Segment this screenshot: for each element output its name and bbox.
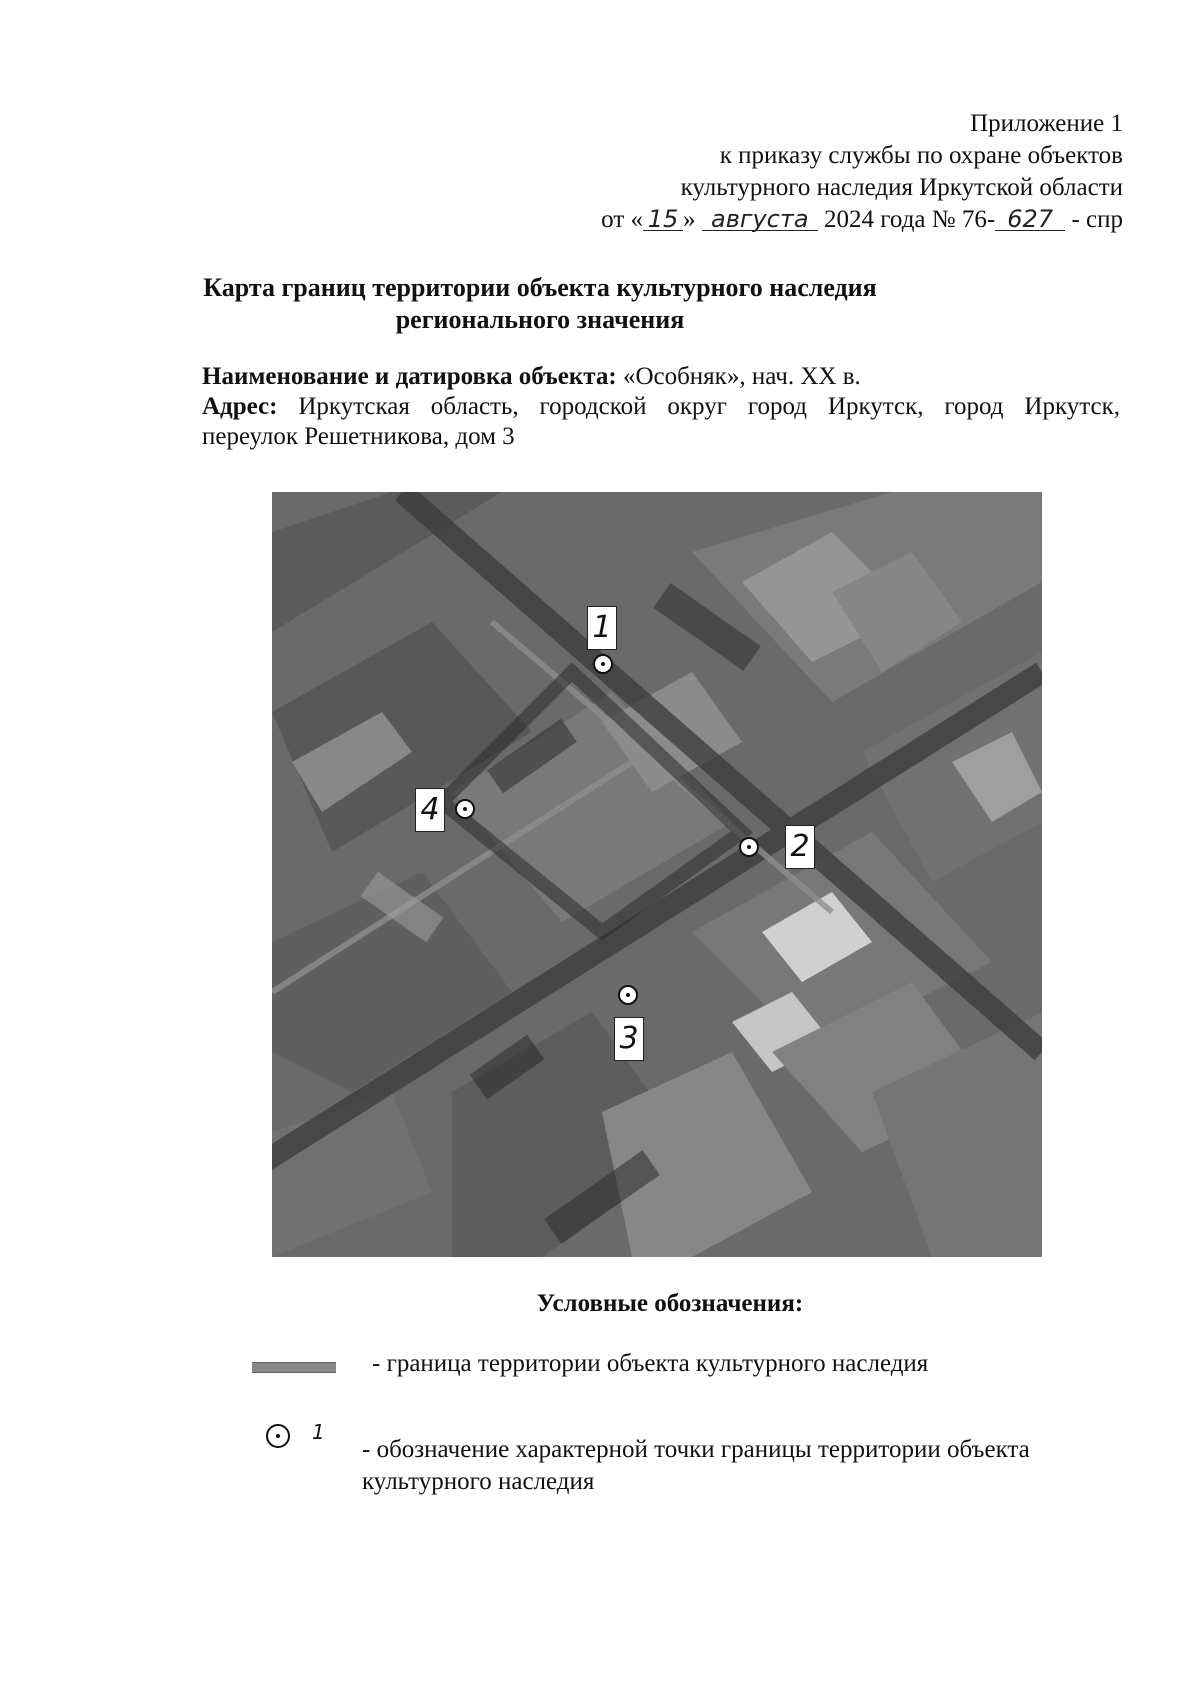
boundary-line-legend-icon [252,1362,336,1373]
document-title [200,272,880,336]
date-prefix: от « [601,206,644,233]
address-value-line-2: переулок Решетникова, дом 3 [202,423,515,450]
point-label-3: 3 [614,1017,644,1061]
point-label-2: 2 [785,825,815,869]
order-ref-line: к приказу службы по охране объектов [719,142,1123,169]
order-date-line [601,204,1123,236]
handwritten-day: 15 [643,208,683,231]
date-quote: » [683,206,696,233]
handwritten-month: августа [702,208,818,231]
order-suffix: - спр [1071,206,1123,233]
legend-point-text: - обозначение характерной точки границы территории объекта культурного наследия [362,1436,1030,1495]
object-name-row [202,362,1120,392]
header-block [601,108,1123,236]
boundary-point-4-icon [455,799,475,819]
legend-title: Условные обозначения: [536,1290,804,1317]
object-info [202,362,1120,452]
object-name-label: Наименование и датировка объекта: [202,363,617,390]
boundary-point-2-icon [739,837,759,857]
date-year-text: 2024 года № 76- [824,206,996,233]
boundary-point-3-icon [618,985,638,1005]
legend-boundary-text: - граница территории объекта культурного наследия [372,1350,929,1377]
point-label-1: 1 [587,606,617,650]
aerial-map [272,492,1042,1257]
address-value-line-1: Иркутская область, городской округ город Иркутск, город Иркутск, [298,393,1120,420]
boundary-point-1-icon [593,654,613,674]
address-label: Адрес: [202,393,278,420]
point-label-4: 4 [415,788,445,832]
service-name-line: культурного наследия Иркутской области [680,174,1123,201]
title-line-2: регионального значения [395,305,685,334]
title-line-1: Карта границ территории объекта культурного наследия [203,273,877,302]
object-name-value: «Особняк», нач. XX в. [622,363,861,390]
handwritten-order-number: 627 [995,208,1065,231]
point-legend-icon [266,1424,290,1448]
legend-point-number: 1 [312,1420,325,1444]
aerial-map-image [272,492,1042,1257]
appendix-label: Приложение 1 [970,110,1123,137]
address-row [202,392,1120,422]
